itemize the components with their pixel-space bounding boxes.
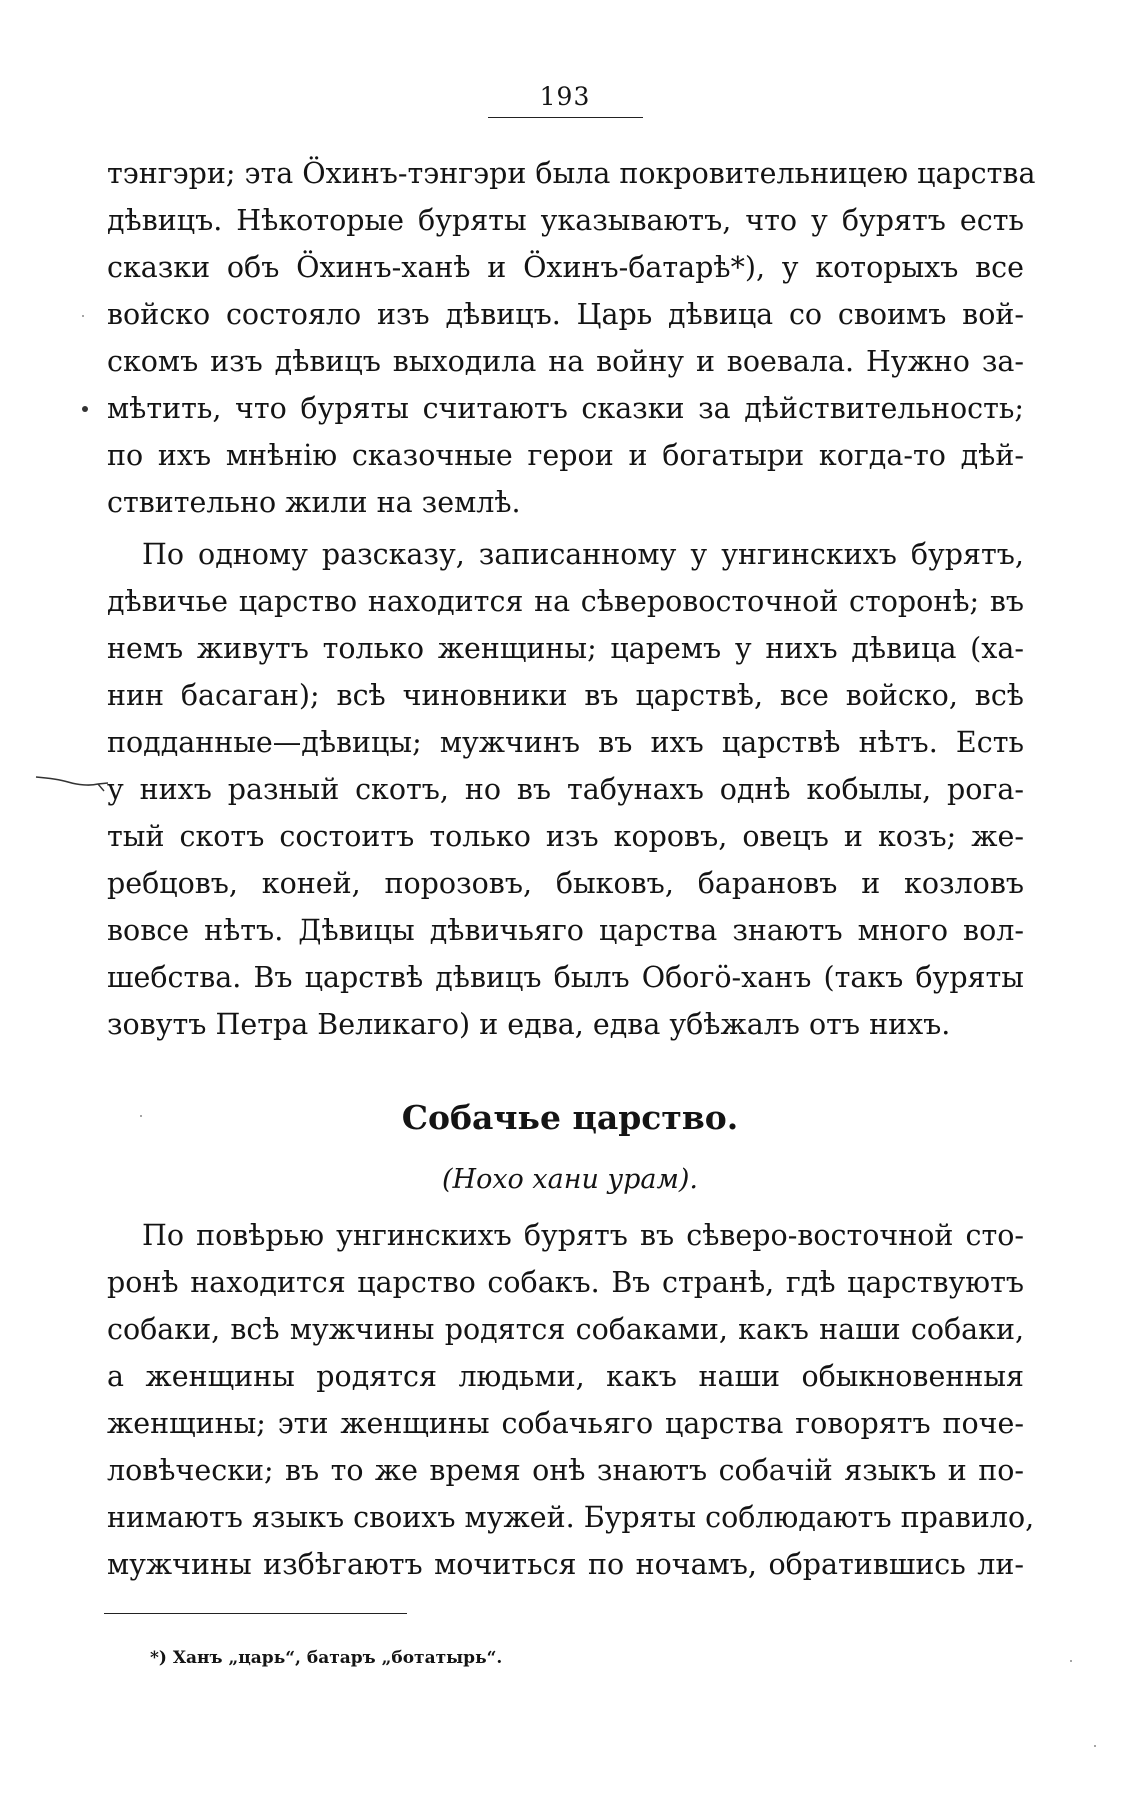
text-line: а женщины родятся людьми, какъ наши обыкновенныя bbox=[107, 1360, 1024, 1393]
margin-dot-mark bbox=[82, 406, 88, 412]
text-line: нин басаган); всѣ чиновники въ царствѣ, все войско, всѣ bbox=[107, 679, 1024, 712]
text-line: ствительно жили на землѣ. bbox=[107, 486, 521, 519]
text-line: По повѣрью унгинскихъ бурятъ въ сѣверо-восточной сто- bbox=[142, 1219, 1024, 1252]
text-line: скомъ изъ дѣвицъ выходила на войну и воевала. Нужно за- bbox=[107, 345, 1024, 378]
header-rule bbox=[488, 117, 643, 118]
text-line: нимаютъ языкъ своихъ мужей. Буряты соблюдаютъ правило, bbox=[107, 1501, 1035, 1534]
text-line: войско состояло изъ дѣвицъ. Царь дѣвица со своимъ вой- bbox=[107, 298, 1024, 331]
text-line: дѣвичье царство находится на сѣверовосточной сторонѣ; въ bbox=[107, 585, 1024, 618]
text-line: по ихъ мнѣнію сказочные герои и богатыри когда-то дѣй- bbox=[107, 439, 1024, 472]
margin-pencil-mark bbox=[34, 767, 112, 797]
text-line: По одному разсказу, записанному у унгинскихъ бурятъ, bbox=[142, 538, 1024, 571]
page-number: 193 bbox=[539, 82, 591, 111]
text-line: ловѣчески; въ то же время онѣ знаютъ собачій языкъ и по- bbox=[107, 1454, 1024, 1487]
scan-speck bbox=[82, 315, 84, 317]
section-subtitle: (Нохо хани урам). bbox=[441, 1164, 699, 1195]
text-line: немъ живутъ только женщины; царемъ у нихъ дѣвица (ха- bbox=[107, 632, 1024, 665]
text-line: шебства. Въ царствѣ дѣвицъ былъ Обогö-ханъ (такъ буряты bbox=[107, 961, 1024, 994]
footnote-rule bbox=[104, 1613, 407, 1614]
text-line: ронѣ находится царство собакъ. Въ странѣ, гдѣ царствуютъ bbox=[107, 1266, 1024, 1299]
text-line: тый скотъ состоитъ только изъ коровъ, овецъ и козъ; же- bbox=[107, 820, 1024, 853]
text-line: у нихъ разный скотъ, но въ табунахъ однѣ кобылы, рога- bbox=[107, 773, 1024, 806]
text-line: ребцовъ, коней, порозовъ, быковъ, барановъ и козловъ bbox=[107, 867, 1024, 900]
text-line: вовсе нѣтъ. Дѣвицы дѣвичьяго царства знаютъ много вол- bbox=[107, 914, 1024, 947]
scan-speck bbox=[140, 1115, 142, 1117]
text-line: мѣтить, что буряты считаютъ сказки за дѣйствительность; bbox=[107, 392, 1024, 425]
text-line: мужчины избѣгаютъ мочиться по ночамъ, обратившись ли- bbox=[107, 1548, 1024, 1581]
footnote: *) Ханъ „царь“, батаръ „ботатырь“. bbox=[150, 1648, 503, 1668]
scan-speck bbox=[1094, 1745, 1096, 1747]
text-line: подданные—дѣвицы; мужчинъ въ ихъ царствѣ нѣтъ. Есть bbox=[107, 726, 1024, 759]
scan-speck bbox=[1070, 1660, 1072, 1662]
text-line: женщины; эти женщины собачьяго царства говорятъ поче- bbox=[107, 1407, 1024, 1440]
text-line: зовутъ Петра Великаго) и едва, едва убѣжалъ отъ нихъ. bbox=[107, 1008, 951, 1041]
section-title: Собачье царство. bbox=[401, 1098, 739, 1137]
text-line: дѣвицъ. Нѣкоторые буряты указываютъ, что у бурятъ есть bbox=[107, 204, 1024, 237]
text-line: тэнгэри; эта Öхинъ-тэнгэри была покровительницею царства bbox=[107, 157, 1036, 190]
text-line: собаки, всѣ мужчины родятся собаками, какъ наши собаки, bbox=[107, 1313, 1024, 1346]
text-line: сказки объ Öхинъ-ханѣ и Öхинъ-батарѣ*), у которыхъ все bbox=[107, 251, 1024, 284]
